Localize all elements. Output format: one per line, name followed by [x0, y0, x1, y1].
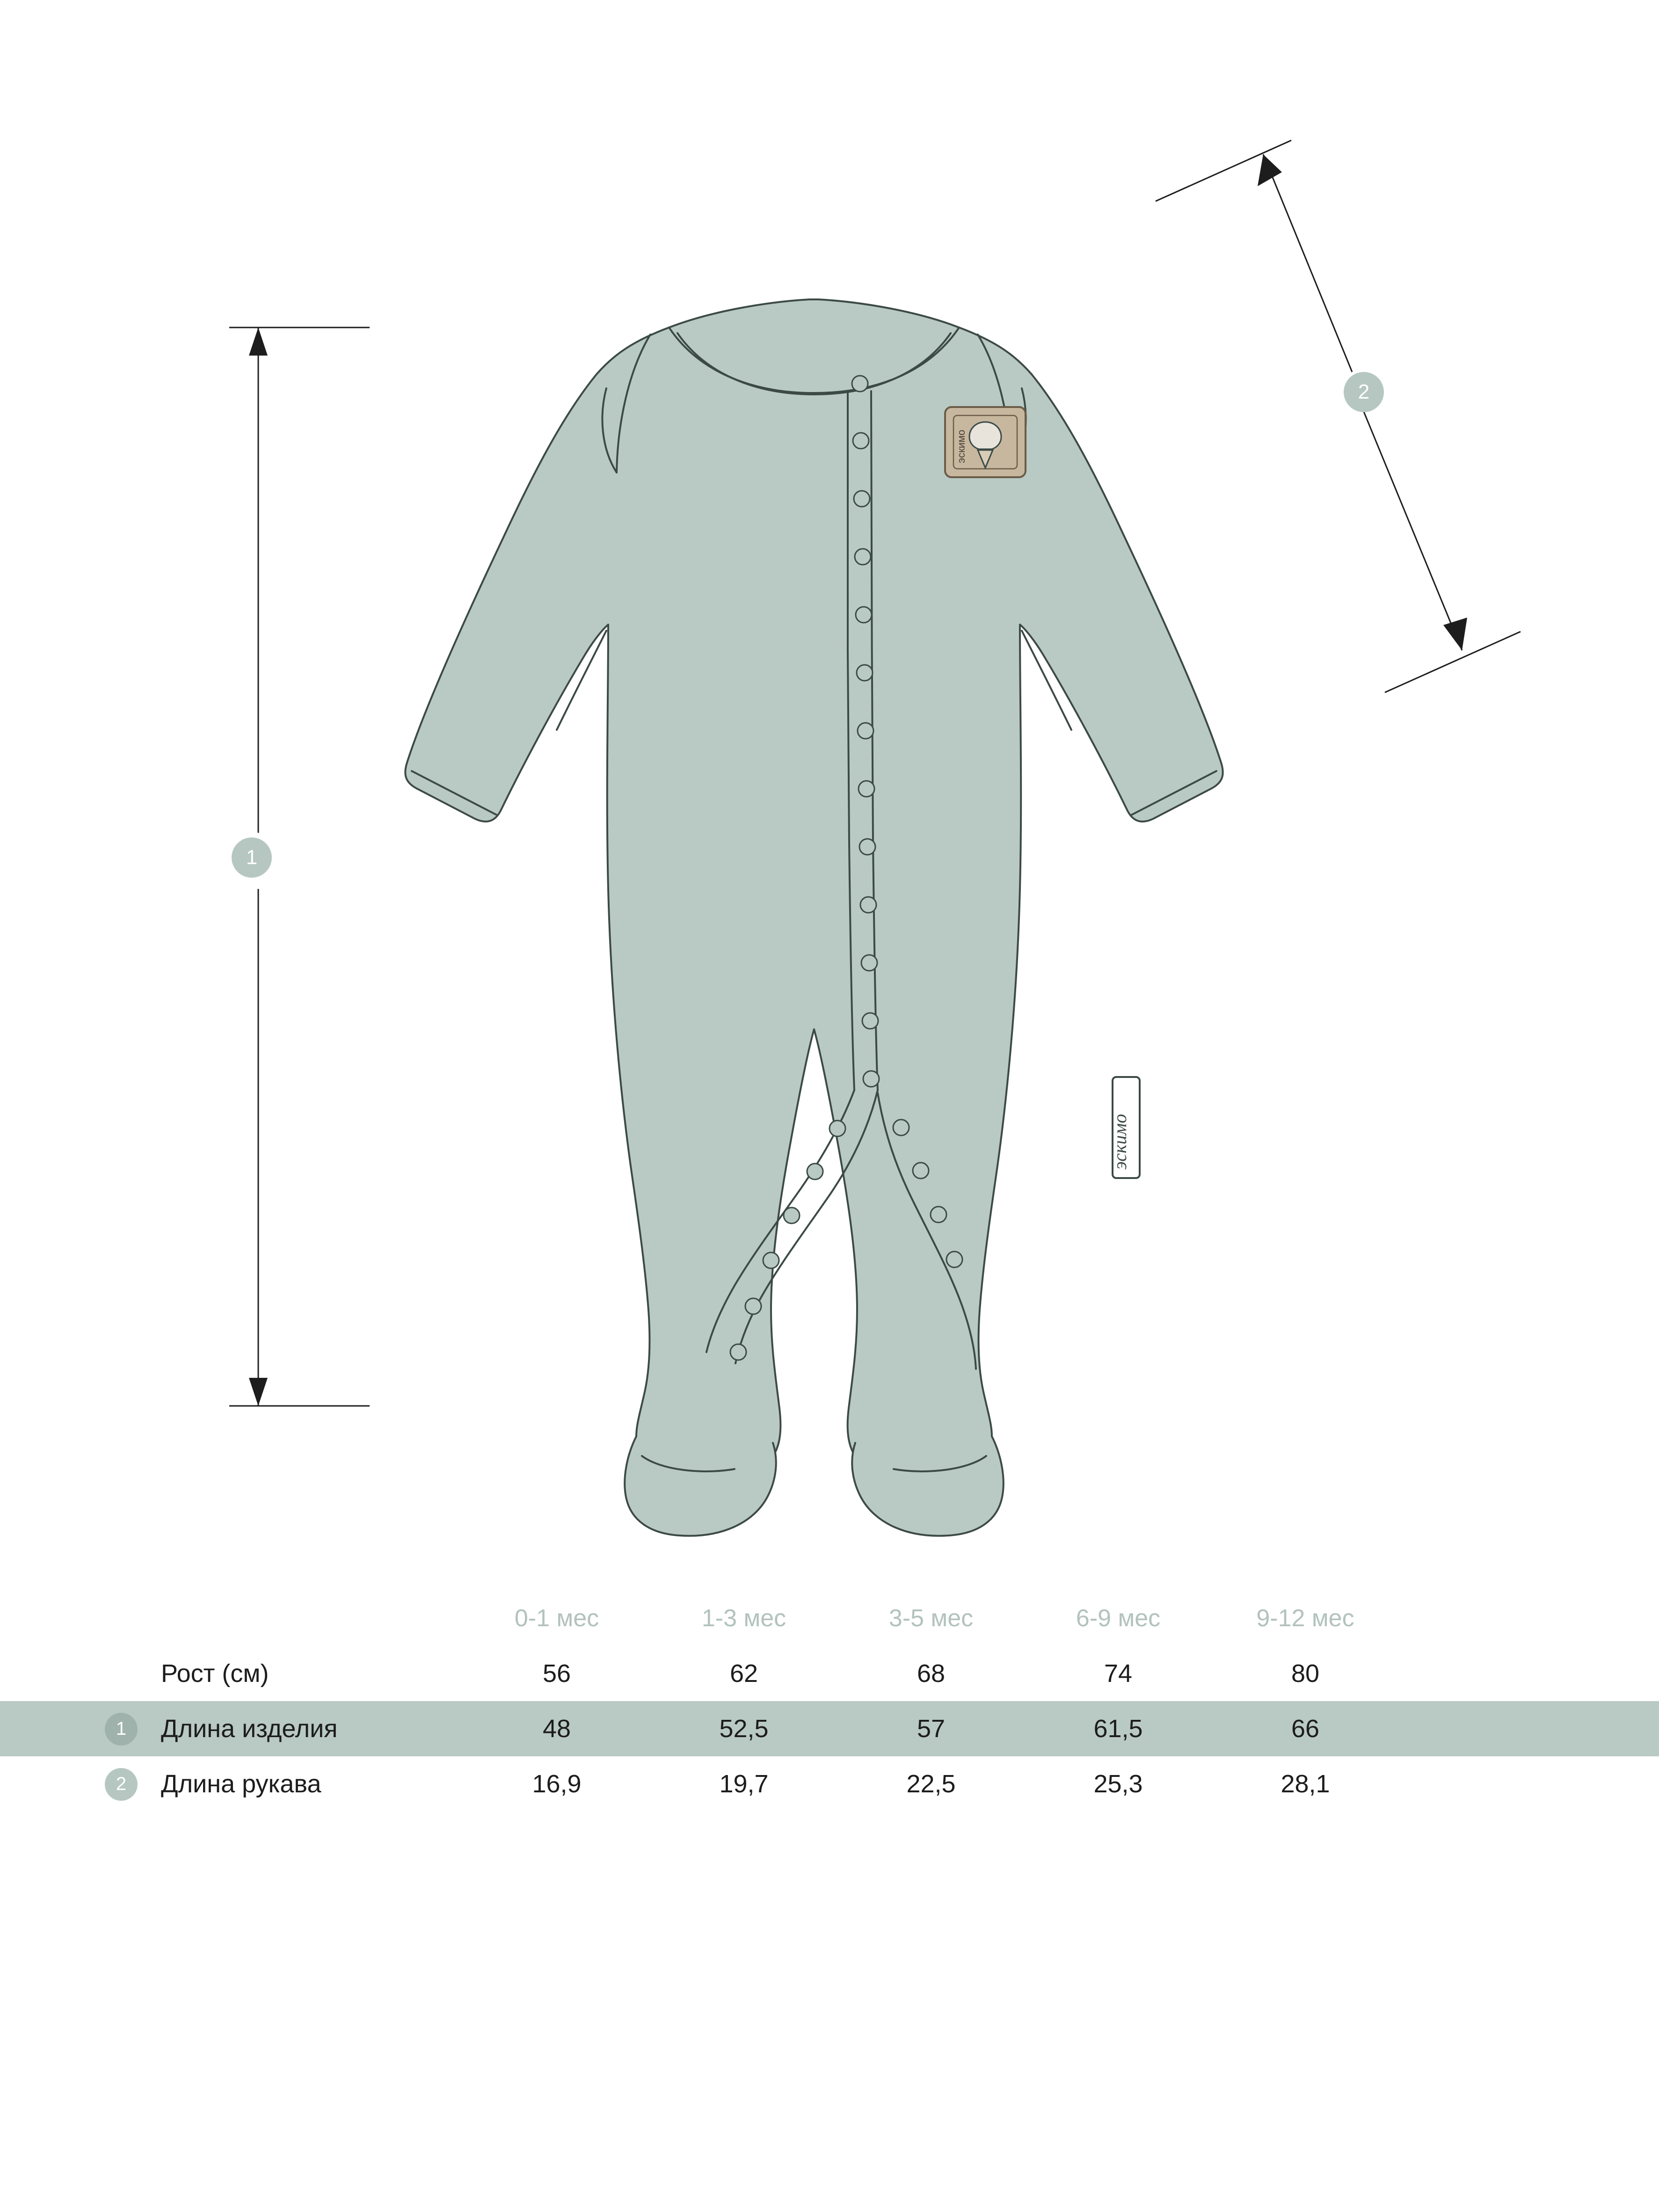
row-height-value-2: 68	[917, 1659, 946, 1688]
row-height-value-1: 62	[729, 1659, 758, 1688]
callout-badge-2-label: 2	[1358, 380, 1370, 403]
header-label-spacer	[154, 1591, 463, 1646]
size-table	[0, 1591, 1659, 1812]
row-length-tail	[1399, 1701, 1659, 1756]
brand-patch	[945, 407, 1026, 477]
table-header-row	[0, 1591, 1659, 1646]
table-row-height	[0, 1646, 1659, 1701]
column-header-0-1: 0-1 мес	[514, 1605, 599, 1632]
row-length-badge: 1	[105, 1713, 138, 1746]
row-length-value-0: 48	[463, 1701, 650, 1756]
column-header-1-3: 1-3 мес	[701, 1605, 786, 1632]
row-length-value-1: 52,5	[650, 1701, 837, 1756]
row-sleeve-value-3: 25,3	[1093, 1770, 1143, 1798]
row-height-value-0: 56	[542, 1659, 571, 1688]
row-sleeve-badge: 2	[105, 1768, 138, 1801]
row-sleeve-value-2: 22,5	[906, 1770, 956, 1798]
row-sleeve-tail	[1399, 1756, 1659, 1812]
column-header-9-12: 9-12 мес	[1256, 1605, 1354, 1632]
column-header-3-5: 3-5 мес	[888, 1605, 974, 1632]
row-height-label: Рост (см)	[161, 1659, 269, 1688]
row-sleeve-value-1: 19,7	[719, 1770, 769, 1798]
callout-badge-1-label: 1	[246, 846, 258, 869]
callout-badge-2	[1344, 372, 1384, 412]
romper-drawing	[405, 299, 1222, 1536]
callout-badge-1	[232, 837, 272, 878]
row-height-tail	[1399, 1646, 1659, 1701]
row-length-value-2: 57	[837, 1701, 1025, 1756]
brand-patch-text: эскимо	[955, 429, 967, 463]
row-height-value-3: 74	[1104, 1659, 1133, 1688]
row-sleeve-badge-cell	[0, 1756, 154, 1812]
hem-tag	[1109, 1077, 1140, 1178]
row-length-value-3: 61,5	[1025, 1701, 1212, 1756]
row-sleeve-label: Длина рукава	[161, 1770, 321, 1798]
column-header-6-9: 6-9 мес	[1076, 1605, 1161, 1632]
table-row-sleeve	[0, 1756, 1659, 1812]
row-sleeve-value-4: 28,1	[1281, 1770, 1330, 1798]
table-row-length	[0, 1701, 1659, 1756]
row-height-badge	[0, 1646, 154, 1701]
dimension-line-2	[1156, 140, 1521, 692]
row-sleeve-value-0: 16,9	[532, 1770, 582, 1798]
header-tail-spacer	[1399, 1591, 1659, 1646]
row-height-value-4: 80	[1291, 1659, 1320, 1688]
row-length-value-4: 66	[1212, 1701, 1399, 1756]
row-length-badge-cell	[0, 1701, 154, 1756]
hem-tag-text: эскимо	[1109, 1113, 1130, 1170]
row-length-label: Длина изделия	[154, 1701, 463, 1756]
header-badge-spacer	[0, 1591, 154, 1646]
